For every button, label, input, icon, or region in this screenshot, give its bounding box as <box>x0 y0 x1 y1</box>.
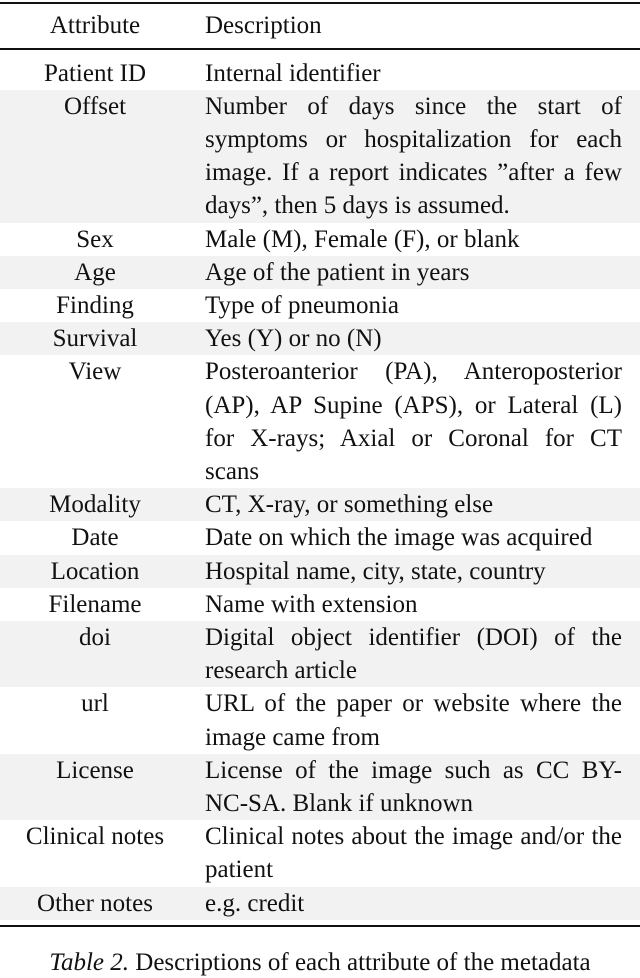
description-cell: e.g. credit <box>205 889 305 917</box>
table-row <box>0 887 640 920</box>
description-cell: License of the image such as CC BY-NC-SA. Blank if unknown <box>205 756 622 817</box>
table-row <box>0 256 640 289</box>
attribute-cell: Finding <box>56 291 134 319</box>
header-description: Description <box>205 12 322 39</box>
table-row <box>0 521 640 554</box>
attribute-cell: Location <box>50 557 140 585</box>
table-row <box>0 90 640 223</box>
attribute-cell: Survival <box>52 325 138 353</box>
table-row <box>0 621 640 687</box>
caption-label: Table 2. <box>49 949 130 976</box>
description-cell: Age of the patient in years <box>205 258 470 286</box>
description-cell: CT, X-ray, or something else <box>205 491 494 519</box>
table-row <box>0 223 640 256</box>
attribute-cell: Date <box>71 524 119 552</box>
attribute-cell: Clinical notes <box>25 823 165 851</box>
attribute-cell: Offset <box>63 92 127 120</box>
table-body <box>0 50 640 920</box>
description-cell: Number of days since the start of symptoms or hospitalization for each image. If a report indicates ”after a few days”, then 5 days is assumed. <box>205 92 622 220</box>
table-header <box>0 4 640 48</box>
table-row <box>0 555 640 588</box>
attribute-cell: Modality <box>49 491 141 519</box>
description-cell: Type of pneumonia <box>205 291 400 319</box>
description-cell: Date on which the image was acquired <box>205 524 593 552</box>
attribute-cell: doi <box>79 623 111 651</box>
table-row <box>0 289 640 322</box>
description-cell: Hospital name, city, state, country <box>205 557 546 585</box>
attribute-cell: Age <box>74 258 116 286</box>
description-cell: Name with extension <box>205 590 418 618</box>
attribute-cell: Filename <box>48 590 142 618</box>
table-row <box>0 588 640 621</box>
table-row <box>0 820 640 886</box>
description-cell: Male (M), Female (F), or blank <box>205 225 520 253</box>
bottom-rule <box>0 925 640 927</box>
table-caption <box>0 948 640 978</box>
table-row <box>0 488 640 521</box>
attribute-cell: View <box>68 358 122 386</box>
attribute-cell: Patient ID <box>43 59 147 87</box>
description-cell: Internal identifier <box>205 59 381 87</box>
description-cell: URL of the paper or website where the image came from <box>205 690 622 751</box>
description-cell: Yes (Y) or no (N) <box>205 325 382 353</box>
table-row <box>0 322 640 355</box>
description-cell: Clinical notes about the image and/or the patient <box>205 823 622 884</box>
attribute-table <box>0 2 640 927</box>
table-row <box>0 754 640 820</box>
attribute-cell: url <box>81 690 109 718</box>
attribute-cell: Other notes <box>37 889 153 917</box>
attribute-cell: License <box>56 756 134 784</box>
description-cell: Digital object identifier (DOI) of the research article <box>205 623 622 685</box>
caption-text: Descriptions of each attribute of the metadata <box>135 949 591 976</box>
table-row <box>0 687 640 753</box>
description-cell: Posteroanterior (PA), Anteroposterior (AP), AP Supine (APS), or Lateral (L) for X-rays; Axial or Coronal for CT scans <box>205 358 622 485</box>
table-row <box>0 57 640 90</box>
header-attribute: Attribute <box>49 12 141 39</box>
table-row <box>0 355 640 488</box>
attribute-cell: Sex <box>76 225 114 253</box>
